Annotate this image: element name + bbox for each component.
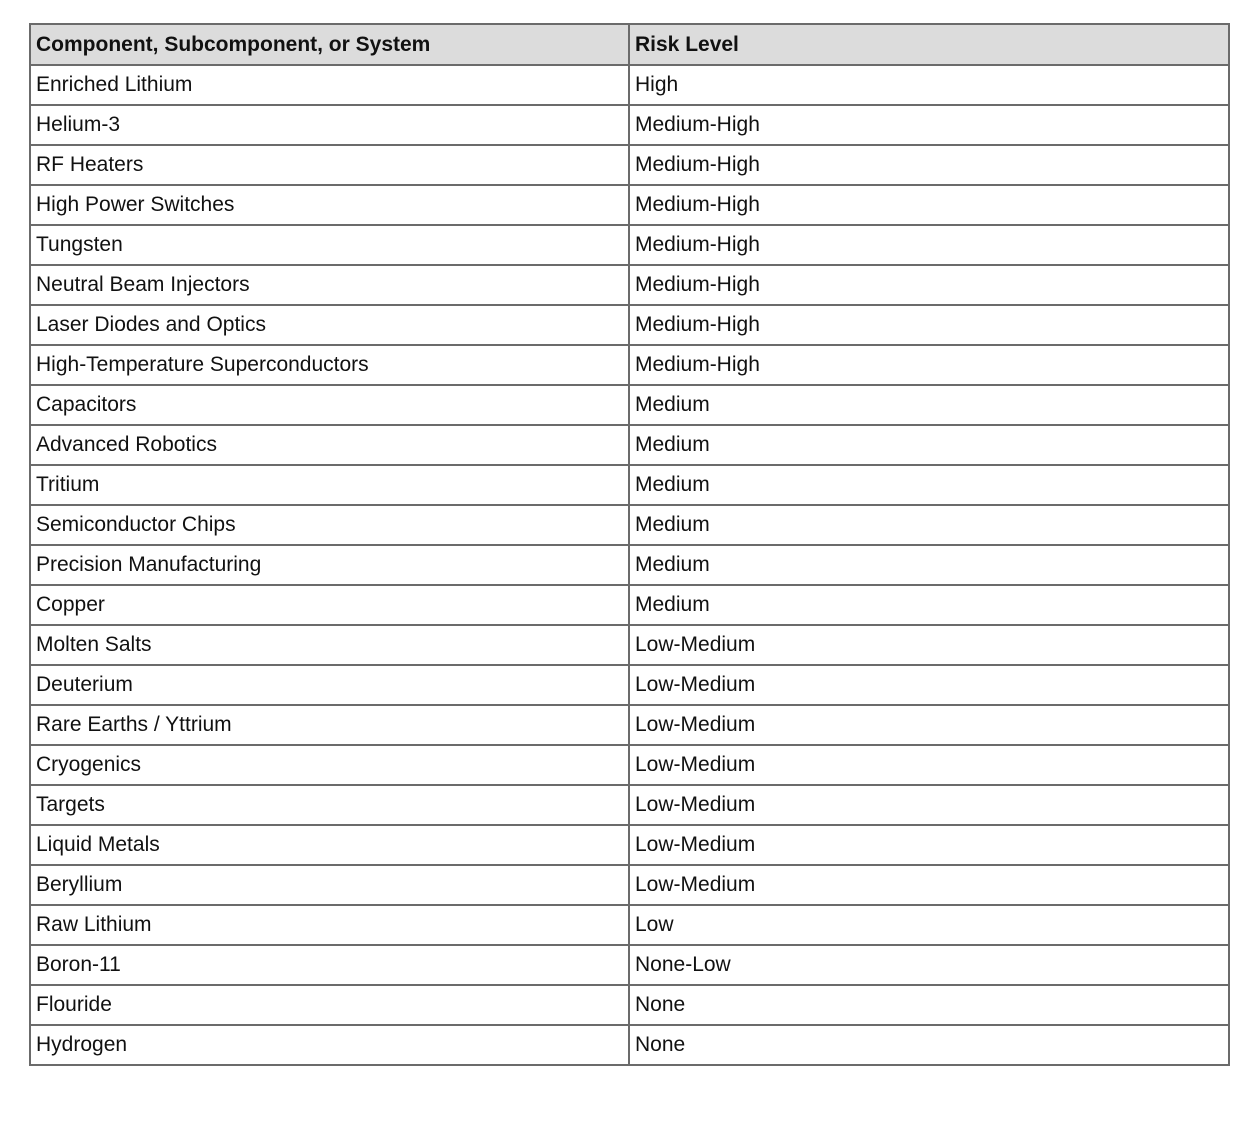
risk-level-cell: Low-Medium: [629, 625, 1229, 665]
risk-level-cell: Low-Medium: [629, 705, 1229, 745]
component-cell: Advanced Robotics: [30, 425, 629, 465]
risk-level-cell: High: [629, 65, 1229, 105]
component-cell: Liquid Metals: [30, 825, 629, 865]
component-cell: Copper: [30, 585, 629, 625]
risk-level-cell: Medium-High: [629, 345, 1229, 385]
table-row: [30, 825, 1229, 865]
header-risk-level: Risk Level: [629, 24, 1229, 65]
component-cell: Rare Earths / Yttrium: [30, 705, 629, 745]
risk-level-cell: Medium-High: [629, 265, 1229, 305]
risk-level-cell: Medium-High: [629, 145, 1229, 185]
table-row: [30, 665, 1229, 705]
risk-level-cell: Low: [629, 905, 1229, 945]
table-row: [30, 865, 1229, 905]
table-row: [30, 745, 1229, 785]
risk-level-cell: None-Low: [629, 945, 1229, 985]
risk-table: [29, 23, 1230, 1066]
risk-level-cell: Medium: [629, 425, 1229, 465]
risk-level-cell: Medium: [629, 545, 1229, 585]
table-row: [30, 265, 1229, 305]
table-row: [30, 905, 1229, 945]
component-cell: Semiconductor Chips: [30, 505, 629, 545]
table-row: [30, 225, 1229, 265]
table-row: [30, 625, 1229, 665]
risk-level-cell: Medium: [629, 385, 1229, 425]
component-cell: Neutral Beam Injectors: [30, 265, 629, 305]
component-cell: Beryllium: [30, 865, 629, 905]
table-row: [30, 545, 1229, 585]
component-cell: Molten Salts: [30, 625, 629, 665]
risk-level-cell: Medium-High: [629, 105, 1229, 145]
header-component: Component, Subcomponent, or System: [30, 24, 629, 65]
risk-level-cell: Low-Medium: [629, 825, 1229, 865]
component-cell: Boron-11: [30, 945, 629, 985]
table-row: [30, 185, 1229, 225]
component-cell: Helium-3: [30, 105, 629, 145]
table-header-row: [30, 24, 1229, 65]
component-cell: Laser Diodes and Optics: [30, 305, 629, 345]
table-body: [30, 65, 1229, 1065]
table-row: [30, 945, 1229, 985]
risk-level-cell: Low-Medium: [629, 665, 1229, 705]
component-cell: Hydrogen: [30, 1025, 629, 1065]
table-row: [30, 785, 1229, 825]
risk-level-cell: Medium: [629, 585, 1229, 625]
risk-level-cell: Low-Medium: [629, 745, 1229, 785]
table-row: [30, 145, 1229, 185]
component-cell: Tungsten: [30, 225, 629, 265]
risk-level-cell: Medium: [629, 465, 1229, 505]
risk-level-cell: Medium: [629, 505, 1229, 545]
risk-level-cell: Low-Medium: [629, 865, 1229, 905]
table-row: [30, 505, 1229, 545]
risk-level-cell: Medium-High: [629, 305, 1229, 345]
component-cell: Targets: [30, 785, 629, 825]
component-cell: Raw Lithium: [30, 905, 629, 945]
table-row: [30, 65, 1229, 105]
table-row: [30, 105, 1229, 145]
component-cell: Capacitors: [30, 385, 629, 425]
component-cell: Flouride: [30, 985, 629, 1025]
table-row: [30, 1025, 1229, 1065]
component-cell: RF Heaters: [30, 145, 629, 185]
table-row: [30, 305, 1229, 345]
component-cell: High-Temperature Superconductors: [30, 345, 629, 385]
component-cell: Tritium: [30, 465, 629, 505]
component-cell: Enriched Lithium: [30, 65, 629, 105]
component-cell: Deuterium: [30, 665, 629, 705]
table-row: [30, 465, 1229, 505]
risk-level-cell: Medium-High: [629, 185, 1229, 225]
table-row: [30, 985, 1229, 1025]
risk-level-cell: Medium-High: [629, 225, 1229, 265]
table-row: [30, 345, 1229, 385]
component-cell: High Power Switches: [30, 185, 629, 225]
risk-table-container: [29, 23, 1228, 1066]
component-cell: Precision Manufacturing: [30, 545, 629, 585]
table-row: [30, 425, 1229, 465]
risk-level-cell: None: [629, 1025, 1229, 1065]
risk-level-cell: Low-Medium: [629, 785, 1229, 825]
risk-level-cell: None: [629, 985, 1229, 1025]
table-row: [30, 385, 1229, 425]
table-row: [30, 585, 1229, 625]
table-row: [30, 705, 1229, 745]
component-cell: Cryogenics: [30, 745, 629, 785]
